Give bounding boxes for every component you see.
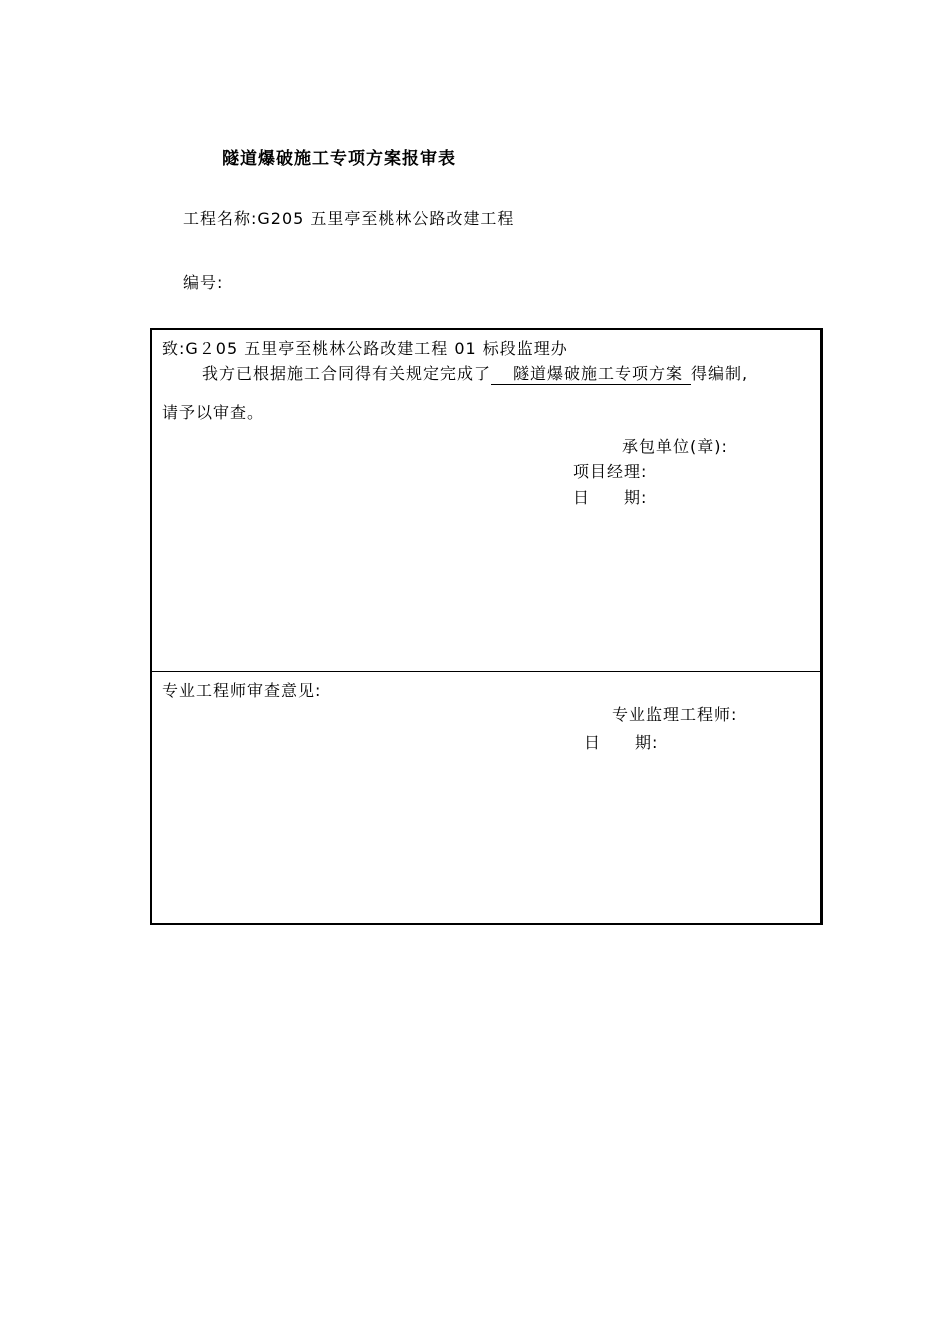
review-date-label: 日 期: (584, 733, 659, 752)
body-prefix: 我方已根据施工合同得有关规定完成了 (202, 364, 492, 383)
document-title: 隧道爆破施工专项方案报审表 (222, 149, 456, 169)
serial-number-line: 编号: (183, 273, 224, 292)
submission-section (152, 330, 820, 672)
engineer-opinion-label: 专业工程师审查意见: (162, 681, 322, 700)
body-suffix: 得编制, (691, 364, 749, 383)
supervising-engineer-label: 专业监理工程师: (612, 705, 738, 724)
submission-date-label: 日 期: (573, 488, 648, 507)
review-section (152, 672, 820, 923)
project-name-line: 工程名称:G205 五里亭至桃林公路改建工程 (183, 209, 515, 228)
approval-form-table (150, 328, 823, 925)
submission-body-line (202, 361, 748, 385)
request-review-line: 请予以审查。 (162, 403, 265, 422)
project-manager-label: 项目经理: (573, 462, 648, 481)
contractor-seal-label: 承包单位(章): (622, 437, 728, 456)
addressee-line: 致:G２05 五里亭至桃林公路改建工程 01 标段监理办 (162, 339, 568, 358)
filled-plan-name: 隧道爆破施工专项方案 (491, 361, 691, 385)
